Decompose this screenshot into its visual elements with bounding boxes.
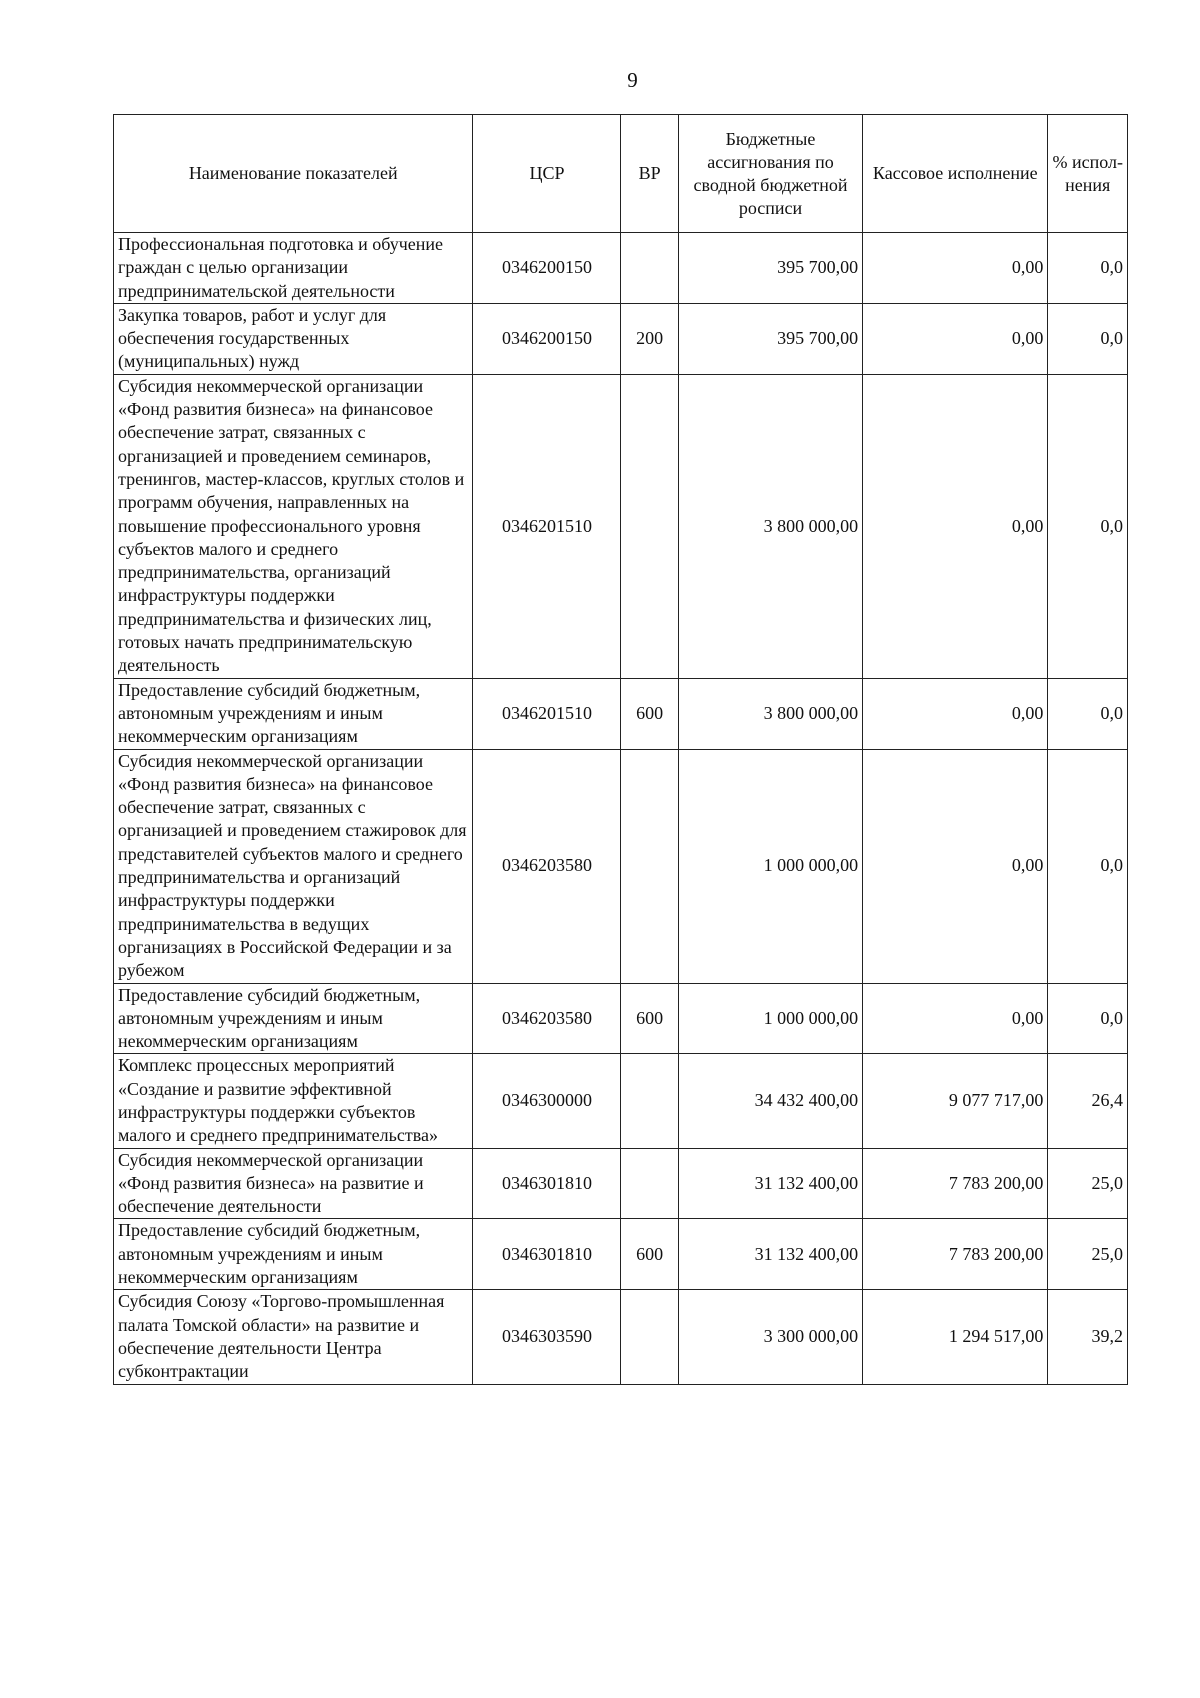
row-assignments: 395 700,00: [678, 233, 862, 304]
row-assignments: 34 432 400,00: [678, 1054, 862, 1148]
row-cash-execution: 0,00: [863, 303, 1048, 374]
table-header: [114, 115, 1128, 233]
row-name: Предоставление субсидий бюджетным, автономным учреждениям и иным некоммерческим организациям: [114, 1219, 473, 1290]
row-percent: 0,0: [1048, 233, 1128, 304]
row-vr: 600: [621, 983, 678, 1054]
row-percent: 0,0: [1048, 749, 1128, 983]
row-cash-execution: 9 077 717,00: [863, 1054, 1048, 1148]
row-cash-execution: 0,00: [863, 678, 1048, 749]
row-assignments: 395 700,00: [678, 303, 862, 374]
header-row: [114, 115, 1128, 233]
row-csr: 0346301810: [473, 1148, 621, 1219]
row-cash-execution: 1 294 517,00: [863, 1290, 1048, 1384]
row-csr: 0346200150: [473, 233, 621, 304]
table-row: [114, 983, 1128, 1054]
row-percent: 0,0: [1048, 983, 1128, 1054]
row-assignments: 3 800 000,00: [678, 374, 862, 678]
header-name: Наименование показателей: [114, 115, 473, 233]
row-name: Закупка товаров, работ и услуг для обеспечения государственных (муниципальных) нужд: [114, 303, 473, 374]
table-row: [114, 749, 1128, 983]
row-name: Предоставление субсидий бюджетным, автономным учреждениям и иным некоммерческим организациям: [114, 983, 473, 1054]
row-vr: [621, 233, 678, 304]
row-csr: 0346203580: [473, 749, 621, 983]
row-assignments: 3 800 000,00: [678, 678, 862, 749]
row-cash-execution: 0,00: [863, 983, 1048, 1054]
row-percent: 0,0: [1048, 678, 1128, 749]
row-csr: 0346300000: [473, 1054, 621, 1148]
row-percent: 25,0: [1048, 1148, 1128, 1219]
row-csr: 0346201510: [473, 678, 621, 749]
row-vr: 200: [621, 303, 678, 374]
row-assignments: 31 132 400,00: [678, 1148, 862, 1219]
row-name: Субсидия некоммерческой организации «Фонд развития бизнеса» на финансовое обеспечение затрат, связанных с организацией и проведением семинаров, тренингов, мастер-классов, круглых столов и программ обучения, направленных на повышение профессионального уровня субъектов малого и среднего предпринимательства, организаций инфраструктуры поддержки предпринимательства и физических лиц, готовых начать предпринимательскую деятельность: [114, 374, 473, 678]
table-row: [114, 303, 1128, 374]
budget-table: [113, 114, 1128, 1385]
row-cash-execution: 7 783 200,00: [863, 1219, 1048, 1290]
table-row: [114, 233, 1128, 304]
header-csr: ЦСР: [473, 115, 621, 233]
row-vr: [621, 374, 678, 678]
header-vr: ВР: [621, 115, 678, 233]
row-cash-execution: 0,00: [863, 749, 1048, 983]
table-row: [114, 1148, 1128, 1219]
header-percent-execution: % испол-нения: [1048, 115, 1128, 233]
row-csr: 0346201510: [473, 374, 621, 678]
row-percent: 0,0: [1048, 303, 1128, 374]
table-row: [114, 1054, 1128, 1148]
row-name: Профессиональная подготовка и обучение граждан с целью организации предпринимательской деятельности: [114, 233, 473, 304]
row-csr: 0346203580: [473, 983, 621, 1054]
row-cash-execution: 7 783 200,00: [863, 1148, 1048, 1219]
row-percent: 25,0: [1048, 1219, 1128, 1290]
row-vr: [621, 749, 678, 983]
header-assignments: Бюджетные ассигнования по сводной бюджетной росписи: [678, 115, 862, 233]
header-cash-execution: Кассовое исполнение: [863, 115, 1048, 233]
row-name: Предоставление субсидий бюджетным, автономным учреждениям и иным некоммерческим организациям: [114, 678, 473, 749]
row-vr: [621, 1148, 678, 1219]
row-csr: 0346301810: [473, 1219, 621, 1290]
row-percent: 39,2: [1048, 1290, 1128, 1384]
row-name: Субсидия Союзу «Торгово-промышленная палата Томской области» на развитие и обеспечение деятельности Центра субконтрактации: [114, 1290, 473, 1384]
row-vr: [621, 1290, 678, 1384]
row-vr: [621, 1054, 678, 1148]
row-name: Субсидия некоммерческой организации «Фонд развития бизнеса» на финансовое обеспечение затрат, связанных с организацией и проведением стажировок для представителей субъектов малого и среднего предпринимательства и организаций инфраструктуры поддержки предпринимательства в ведущих организациях в Российской Федерации и за рубежом: [114, 749, 473, 983]
row-name: Комплекс процессных мероприятий «Создание и развитие эффективной инфраструктуры поддержки субъектов малого и среднего предпринимательства»: [114, 1054, 473, 1148]
row-csr: 0346303590: [473, 1290, 621, 1384]
row-csr: 0346200150: [473, 303, 621, 374]
table-row: [114, 678, 1128, 749]
row-name: Субсидия некоммерческой организации «Фонд развития бизнеса» на развитие и обеспечение деятельности: [114, 1148, 473, 1219]
table-body: [114, 233, 1128, 1385]
row-assignments: 1 000 000,00: [678, 749, 862, 983]
page-number: 9: [627, 68, 638, 92]
row-vr: 600: [621, 1219, 678, 1290]
row-cash-execution: 0,00: [863, 374, 1048, 678]
row-cash-execution: 0,00: [863, 233, 1048, 304]
table-row: [114, 1290, 1128, 1384]
row-assignments: 1 000 000,00: [678, 983, 862, 1054]
row-percent: 0,0: [1048, 374, 1128, 678]
row-percent: 26,4: [1048, 1054, 1128, 1148]
table-row: [114, 1219, 1128, 1290]
row-assignments: 3 300 000,00: [678, 1290, 862, 1384]
row-vr: 600: [621, 678, 678, 749]
table-row: [114, 374, 1128, 678]
row-assignments: 31 132 400,00: [678, 1219, 862, 1290]
